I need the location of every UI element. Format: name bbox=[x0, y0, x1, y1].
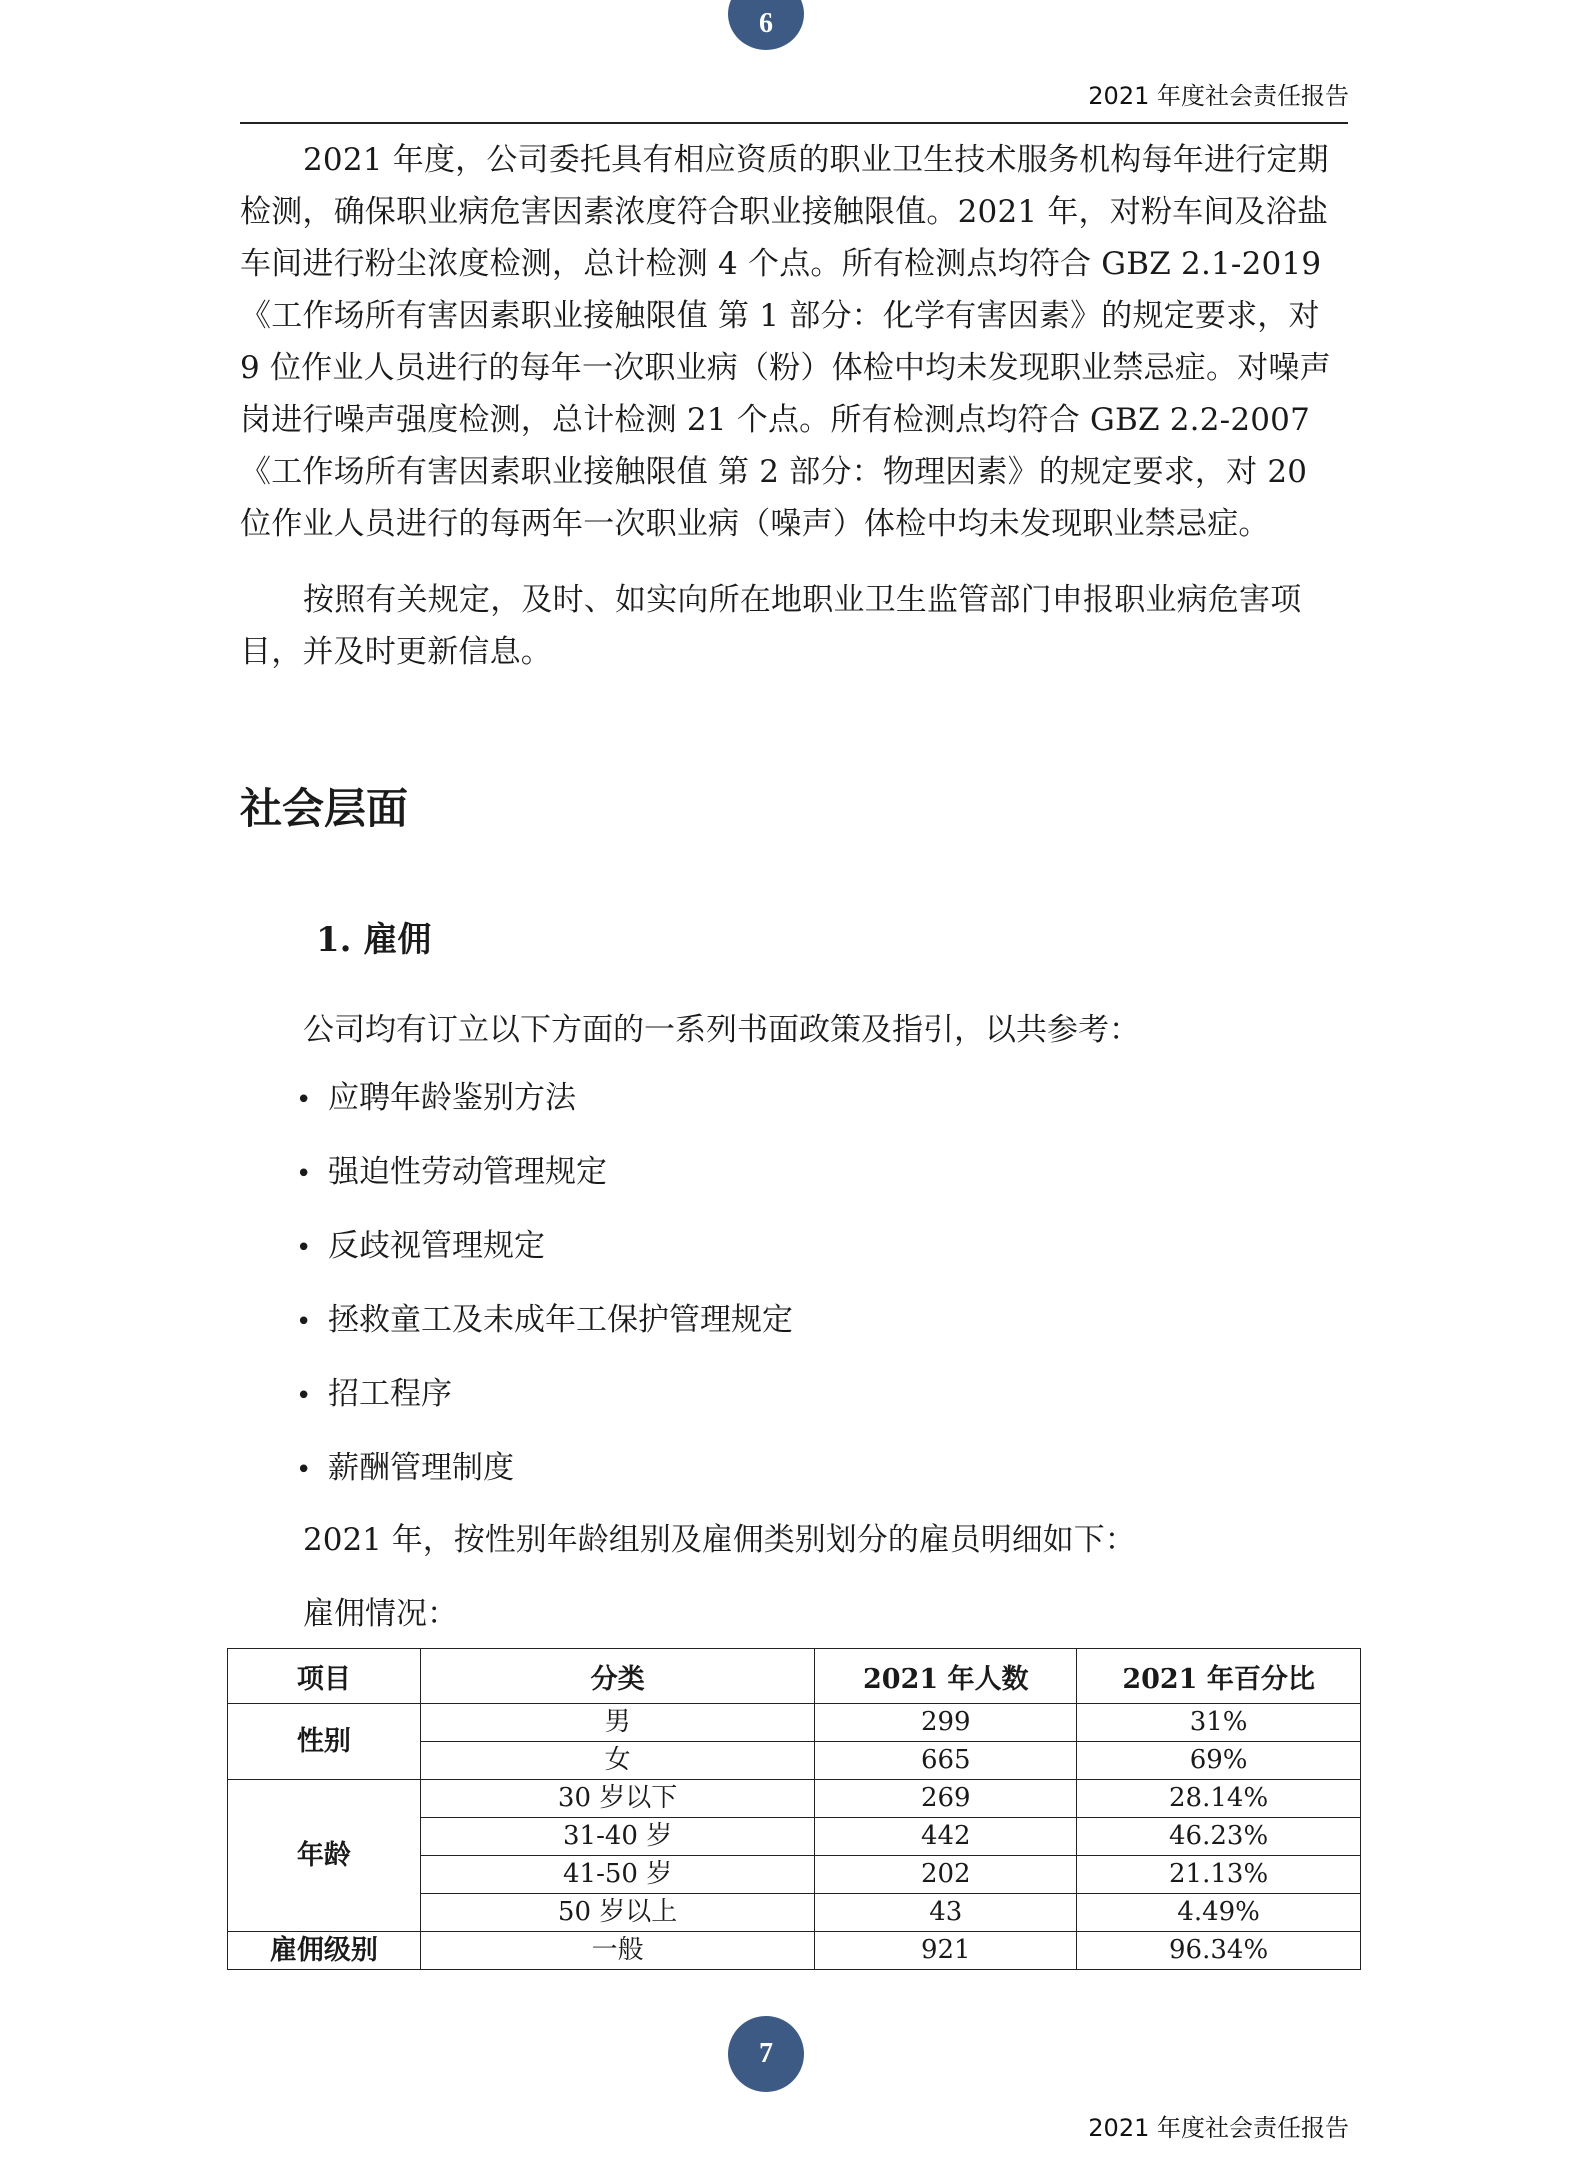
list-item bbox=[296, 1146, 793, 1220]
cell-category: 一般 bbox=[420, 1932, 815, 1970]
cell-percent: 96.34% bbox=[1077, 1932, 1361, 1970]
cell-count: 442 bbox=[815, 1818, 1077, 1856]
policy-label: 薪酬管理制度 bbox=[328, 1450, 514, 1486]
table-header-row bbox=[228, 1649, 1361, 1704]
cell-count: 921 bbox=[815, 1932, 1077, 1970]
policy-label: 招工程序 bbox=[328, 1376, 452, 1412]
cell-count: 269 bbox=[815, 1780, 1077, 1818]
table-intro: 2021 年，按性别年龄组别及雇佣类别划分的雇员明细如下： bbox=[303, 1522, 1136, 1558]
cell-category: 31-40 岁 bbox=[420, 1818, 815, 1856]
policy-label: 强迫性劳动管理规定 bbox=[328, 1154, 607, 1190]
cell-percent: 46.23% bbox=[1077, 1818, 1361, 1856]
policy-list bbox=[296, 1072, 793, 1516]
page-number-badge-top bbox=[728, 0, 804, 50]
policy-intro: 公司均有订立以下方面的一系列书面政策及指引，以共参考： bbox=[303, 1012, 1140, 1048]
cell-percent: 21.13% bbox=[1077, 1856, 1361, 1894]
cell-category: 30 岁以下 bbox=[420, 1780, 815, 1818]
body-paragraph-occupational-health: 2021 年度，公司委托具有相应资质的职业卫生技术服务机构每年进行定期检测，确保职业病危害因素浓度符合职业接触限值。2021 年，对粉车间及浴盐车间进行粉尘浓度检测，总计检测 4 个点。所有检测点均符合 GBZ 2.1-2019《工作场所有害因素职业接触限值 第 1 部分：化学有害因素》的规定要求，对 9 位作业人员进行的每年一次职业病（粉）体检中均未发现职业禁忌症。对噪声岗进行噪声强度检测，总计检测 21 个点。所有检测点均符合 GBZ 2.2-2007《工作场所有害因素职业接触限值 第 2 部分：物理因素》的规定要求，对 20 位作业人员进行的每两年一次职业病（噪声）体检中均未发现职业禁忌症。 bbox=[240, 142, 1331, 542]
cell-category: 50 岁以上 bbox=[420, 1894, 815, 1932]
running-head-bottom: 2021 年度社会责任报告 bbox=[1088, 2114, 1349, 2142]
cell-count: 665 bbox=[815, 1742, 1077, 1780]
cell-category: 女 bbox=[420, 1742, 815, 1780]
bullet-icon: • bbox=[296, 1307, 312, 1337]
header-item: 项目 bbox=[228, 1649, 421, 1704]
cell-category: 41-50 岁 bbox=[420, 1856, 815, 1894]
cell-percent: 69% bbox=[1077, 1742, 1361, 1780]
table-row bbox=[228, 1780, 1361, 1818]
cell-category: 男 bbox=[420, 1704, 815, 1742]
table-caption: 雇佣情况： bbox=[303, 1596, 458, 1632]
list-item bbox=[296, 1442, 793, 1516]
page-number-bottom: 7 bbox=[759, 2038, 773, 2069]
table-row bbox=[228, 1704, 1361, 1742]
list-item bbox=[296, 1220, 793, 1294]
policy-label: 拯救童工及未成年工保护管理规定 bbox=[328, 1302, 793, 1338]
policy-label: 反歧视管理规定 bbox=[328, 1228, 545, 1264]
header-category: 分类 bbox=[420, 1649, 815, 1704]
header-percent: 2021 年百分比 bbox=[1077, 1649, 1361, 1704]
cell-percent: 31% bbox=[1077, 1704, 1361, 1742]
header-rule bbox=[240, 122, 1348, 124]
list-item bbox=[296, 1072, 793, 1146]
bullet-icon: • bbox=[296, 1085, 312, 1115]
cell-count: 202 bbox=[815, 1856, 1077, 1894]
cell-count: 43 bbox=[815, 1894, 1077, 1932]
cell-percent: 28.14% bbox=[1077, 1780, 1361, 1818]
cell-percent: 4.49% bbox=[1077, 1894, 1361, 1932]
page-number-badge-bottom bbox=[728, 2016, 804, 2092]
header-count: 2021 年人数 bbox=[815, 1649, 1077, 1704]
body-paragraph-reporting: 按照有关规定，及时、如实向所在地职业卫生监管部门申报职业病危害项目，并及时更新信息。 bbox=[240, 582, 1302, 670]
policy-label: 应聘年龄鉴别方法 bbox=[328, 1080, 576, 1116]
group-label-age: 年龄 bbox=[228, 1780, 421, 1932]
running-head-top: 2021 年度社会责任报告 bbox=[1088, 82, 1349, 110]
list-item bbox=[296, 1294, 793, 1368]
page-number-top: 6 bbox=[759, 8, 773, 39]
section-heading: 社会层面 bbox=[240, 784, 409, 833]
list-item bbox=[296, 1368, 793, 1442]
bullet-icon: • bbox=[296, 1455, 312, 1485]
cell-count: 299 bbox=[815, 1704, 1077, 1742]
bullet-icon: • bbox=[296, 1233, 312, 1263]
sub-heading-employment: 1. 雇佣 bbox=[316, 920, 432, 960]
employment-table bbox=[227, 1648, 1361, 1970]
bullet-icon: • bbox=[296, 1381, 312, 1411]
group-label-gender: 性别 bbox=[228, 1704, 421, 1780]
group-label-employment-level: 雇佣级别 bbox=[228, 1932, 421, 1970]
bullet-icon: • bbox=[296, 1159, 312, 1189]
table-row bbox=[228, 1932, 1361, 1970]
